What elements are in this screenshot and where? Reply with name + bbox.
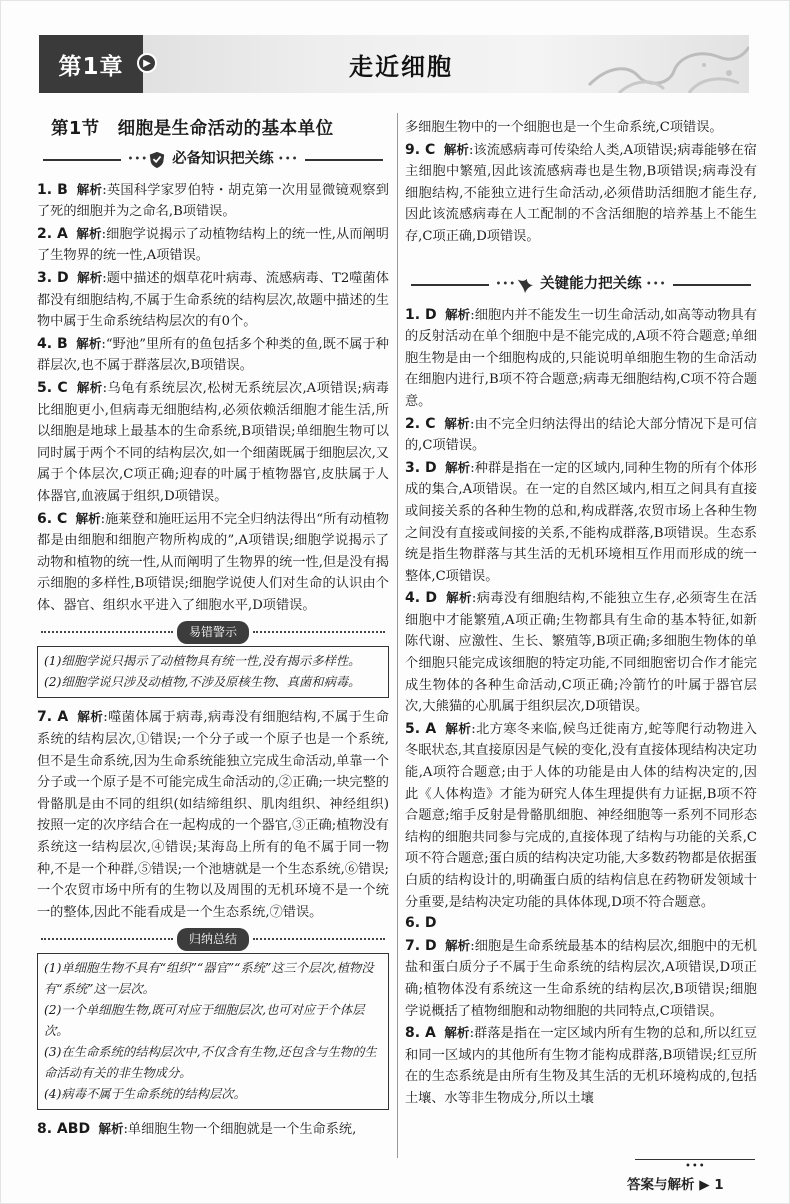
column-divider: [397, 113, 398, 1158]
note-tag-label: 易错警示: [177, 621, 249, 645]
note-line: (1)细胞学说只揭示了动植物具有统一性,没有揭示多样性。: [44, 654, 361, 669]
left-column: [37, 113, 389, 1141]
answer-item: 2. A 解析:细胞学说揭示了动植物结构上的统一性,从而阐明了生物界的统一性,A项错误。: [37, 225, 389, 264]
band-basic: ••• 必备知识把关练 •••: [37, 149, 389, 171]
note-line: (2)一个单细胞生物,既可对应于细胞层次,也可对应于个体层次。: [44, 1003, 365, 1039]
chapter-banner: [39, 35, 749, 93]
answer-item: 5. A 解析:北方寒冬来临,候鸟迁徙南方,蛇等爬行动物进入冬眠状态,其直接原因是气候的变化,没有直接体现结构决定功能,A项符合题意;由于人体的功能是由人体的结构决定的,因此《人体构造》才能为研究人体生理提供有力证据,B项不符合题意;缩手反射是骨骼肌细胞、神经细胞等一系列不同形态结构的细胞共同参与完成的,直接体现了结构与功能的关系,C项不符合题意;蛋白质的结构决定功能,大多数药物都是依据蛋白质的结构设计的,明确蛋白质的结构信息在药物研发领域十分重要,是结构决定功能的具体体现,D项不符合题意。: [405, 720, 757, 910]
answer-item: 2. C 解析:由不完全归纳法得出的结论大部分情况下是可信的,C项错误。: [405, 415, 757, 454]
answer-item: 8. ABD 解析:单细胞生物一个细胞就是一个生命系统,: [37, 1121, 357, 1138]
note-tag-errors: [37, 622, 389, 642]
note-line: (4)病毒不属于生命系统的结构层次。: [44, 1087, 246, 1102]
play-icon: ▶: [137, 53, 157, 73]
chapter-badge: 第1章: [39, 35, 143, 93]
answer-item: 3. D 解析:种群是指在一定的区域内,同种生物的所有个体形成的集合,A项错误。在一定的自然区域内,相互之间具有直接或间接关系的各种生物的总和,构成群落,农贸市场上各种生物之间没有直接或间接的关系,不能构成群落,B项错误。生态系统是指生物群落与其生活的无机环境相互作用而形成的统一整体,C项错误。: [405, 459, 757, 584]
footer-dots: •••: [685, 1161, 706, 1172]
answer-item: 7. A 解析:噬菌体属于病毒,病毒没有细胞结构,不属于生命系统的结构层次,①错误;一个分子或一个原子也是一个系统,但不是生命系统,因为生命系统能独立完成生命活动,单靠一个分子或一个原子是不可能完成生命活动的,②正确;一块完整的骨骼肌是由不同的组织(如结缔组织、肌肉组织、神经组织)按照一定的次序结合在一起构成的一个器官,③正确;植物没有系统这一结构层次,④错误;某海岛上所有的龟不属于同一物种,不是一个种群,⑤错误;一个池塘就是一个生态系统,⑥错误;一个农贸市场中所有的生物以及周围的无机环境不是一个统一的整体,因此不能看成是一个生态系统,⑦错误。: [37, 709, 389, 920]
shield-icon: [148, 151, 166, 169]
note-tag-label: 归纳总结: [177, 928, 249, 952]
footer-rule: [405, 1159, 755, 1160]
note-box-summary: [37, 953, 389, 1110]
right-column: [405, 117, 757, 1110]
section-title: 第1节 细胞是生命活动的基本单位: [51, 119, 334, 139]
answer-item: 4. B 解析:“野池”里所有的鱼包括多个种类的鱼,既不属于种群层次,也不属于群落层次,B项错误。: [37, 335, 389, 374]
band-key-label: 关键能力把关练: [540, 275, 642, 292]
answer-item: 1. D 解析:细胞内并不能发生一切生命活动,如高等动物具有的反射活动在单个细胞中是不能完成的,A项不符合题意;单细胞生物是由一个细胞构成的,只能说明单细胞生物的生命活动在细胞内进行,B项不符合题意;病毒无细胞结构,C项不符合题意。: [405, 306, 757, 409]
band-key: ••• 关键能力把关练 •••: [405, 274, 757, 296]
answer-item: 6. D: [405, 915, 437, 932]
page-footer: 答案与解析 ▶ 1: [627, 1177, 724, 1193]
note-line: (2)细胞学说只涉及动植物,不涉及原核生物、真菌和病毒。: [44, 675, 361, 690]
answer-item: 7. D 解析:细胞是生命系统最基本的结构层次,细胞中的无机盐和蛋白质分子不属于生命系统的结构层次,A项错误,D项正确;植物体没有系统这一生命系统的结构层次,B项错误;细胞学说概括了植物细胞和动物细胞的共同特点,C项错误。: [405, 937, 757, 1019]
answer-item: 9. C 解析:该流感病毒可传染给人类,A项错误;病毒能够在宿主细胞中繁殖,因此该流感病毒也是生物,B项错误;病毒没有细胞结构,不能独立进行生命活动,必须借助活细胞才能生存,因此该流感病毒在人工配制的不含活细胞的培养基上不能生存,C项正确,D项错误。: [405, 141, 757, 244]
note-tag-summary: [37, 929, 389, 949]
note-line: (1)单细胞生物不具有“组织”“器官”“系统”这三个层次,植物没有“系统”这一层次。: [44, 961, 374, 997]
answer-item: 5. C 解析:乌龟有系统层次,松树无系统层次,A项错误;病毒比细胞更小,但病毒无细胞结构,必须依赖活细胞才能生活,所以细胞是地球上最基本的生命系统,B项错误;单细胞生物可以同时属于两个不同的结构层次,如一个细菌既属于细胞层次,又属于个体层次,C项正确;迎春的叶属于植物器官,皮肤属于人体器官,血液属于组织,D项错误。: [37, 379, 389, 504]
note-line: (3)在生命系统的结构层次中,不仅含有生物,还包含与生物的生命活动有关的非生物成分。: [44, 1045, 377, 1081]
answer-item: 6. C 解析:施莱登和施旺运用不完全归纳法得出“所有动植物都是由细胞和细胞产物所构成的”,A项错误;细胞学说揭示了动物和植物的统一性,从而阐明了生物界的统一性,但是没有揭示细胞的多样性,B项错误;细胞学说使人们对生命的认识由个体、器官、组织水平进入了细胞水平,D项错误。: [37, 510, 389, 613]
answer-item: 多细胞生物中的一个细胞也是一个生命系统,C项错误。: [405, 120, 723, 135]
band-basic-label: 必备知识把关练: [172, 150, 274, 167]
wave-decoration-icon: [579, 35, 749, 93]
answer-item: 8. A 解析:群落是指在一定区域内所有生物的总和,所以红豆和同一区域内的其他所有生物才能构成群落,B项错误;红豆所在的生态系统是由所有生物及其生活的无机环境构成的,包括土壤、水等非生物成分,所以土壤: [405, 1025, 757, 1106]
answer-item: 4. D 解析:病毒没有细胞结构,不能独立生存,必须寄生在活细胞中才能繁殖,A项正确;生物都具有生命的基本特征,如新陈代谢、应激性、生长、繁殖等,B项正确;多细胞生物体的单个细胞只能完成该细胞的特定功能,不同细胞密切合作才能完成生物体的各种生命活动,C项正确;冷箭竹的叶属于器官层次,大熊猫的心肌属于组织层次,D项错误。: [405, 590, 757, 715]
chapter-title: 走近细胞: [349, 53, 453, 81]
wing-icon: [516, 276, 534, 294]
answer-item: 1. B 解析:英国科学家罗伯特・胡克第一次用显微镜观察到了死的细胞并为之命名,B项错误。: [37, 181, 389, 220]
note-box-errors: [37, 646, 389, 698]
answer-item: 3. D 解析:题中描述的烟草花叶病毒、流感病毒、T2噬菌体都没有细胞结构,不属于生命系统的结构层次,故题中描述的生物中属于生命系统结构层次的有0个。: [37, 269, 389, 330]
